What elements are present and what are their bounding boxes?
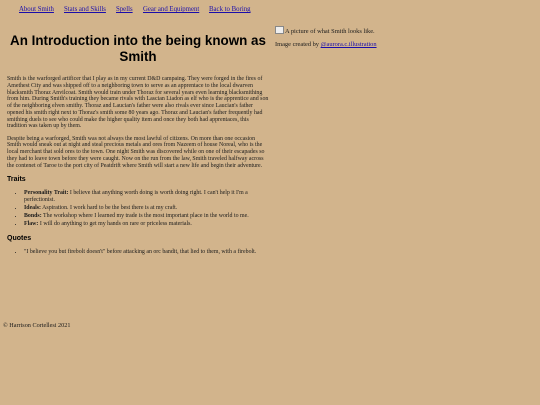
trait-text: I believe that anything worth doing is worth doing right. I can't help it I'm a perfectionist.	[24, 190, 248, 203]
nav-link-stats-and-skills[interactable]: Stats and Skills	[64, 6, 106, 13]
quotes-list	[7, 249, 269, 256]
nav-link-about-smith[interactable]: About Smith	[19, 6, 54, 13]
broken-image-icon	[275, 26, 284, 34]
trait-ideals	[24, 205, 269, 212]
main-content	[7, 33, 269, 257]
trait-label: Flaw:	[24, 220, 39, 227]
nav-link-spells[interactable]: Spells	[116, 6, 133, 13]
image-alt-text: A picture of what Smith looks like.	[285, 28, 375, 35]
character-image-panel	[275, 26, 377, 48]
quotes-heading: Quotes	[7, 235, 32, 243]
image-credit-link[interactable]: @aurora.c.illustration	[320, 41, 377, 48]
image-credit-prefix: Image created by	[275, 41, 321, 48]
trait-personality	[24, 190, 269, 204]
nav-link-gear-and-equipment[interactable]: Gear and Equipment	[143, 6, 200, 13]
trait-bonds	[24, 213, 269, 220]
footer-copyright: © Harrison Cortellesi 2021	[3, 322, 71, 329]
top-nav	[0, 0, 540, 18]
trait-text: The workshop where I learned my trade is the most important place in the world to me.	[41, 212, 249, 219]
trait-flaw	[24, 221, 269, 228]
trait-text: Aspiration. I work hard to be the best there is at my craft.	[41, 204, 178, 211]
trait-label: Ideals:	[24, 204, 42, 211]
character-image	[275, 26, 377, 35]
trait-label: Personality Trait:	[24, 190, 69, 197]
nav-link-back-to-boring[interactable]: Back to Boring	[209, 6, 251, 13]
intro-paragraph-1: Smith is the warforged artificer that I play as in my current D&D campaing. They were forged in the fires of Amethest City and was shipped off to a neighboring town to serve as an apprentace to the local dwarven blacksmith Thoraz Anvilcoat. Smith would train under Thoraz for several years even learning blacksmithing from him. During Smith's training they became rivals with Lascian Liadon as elf who is the apprentice and son of the neighboring elven smithy. Thoraz and Laucian's father were also rivals ever since Laucian's father opened his smith right next to Thoraz's smith some 80 years ago. Thoraz and Laucian's father frequently had smithing duels to see who could make the higher quality item and once they both had apprentaces, this tradition was taken up by them.	[7, 76, 269, 130]
intro-paragraph-2: Despite being a warforged, Smith was not always the most lawful of citizens. On more than one occasion Smith would sneak out at night and steal precious metals and ores from Nazeem of house Noreal, who is the local merchant that sold ores to the town. One night Smith was discovered while on one of their escapades so they had to leave town before they were caught. Now on the run from the law, Smith traveled halfway across the contenet of Taroe to the port city of Peatdrift where Smith will start a new life and begin their adventure.	[7, 135, 265, 169]
trait-text: I will do anything to get my hands on rare or priceless materials.	[38, 220, 192, 227]
traits-heading: Traits	[7, 176, 26, 184]
trait-label: Bonds:	[24, 212, 42, 219]
page-title: An Introduction into the being known as Smith	[10, 33, 266, 64]
quote-item: • "I believe you but firebolt doesn't" before attacking an orc bandit, that lied to them, with a firebolt.	[24, 249, 269, 256]
image-credit	[275, 41, 377, 48]
traits-list	[7, 190, 269, 227]
